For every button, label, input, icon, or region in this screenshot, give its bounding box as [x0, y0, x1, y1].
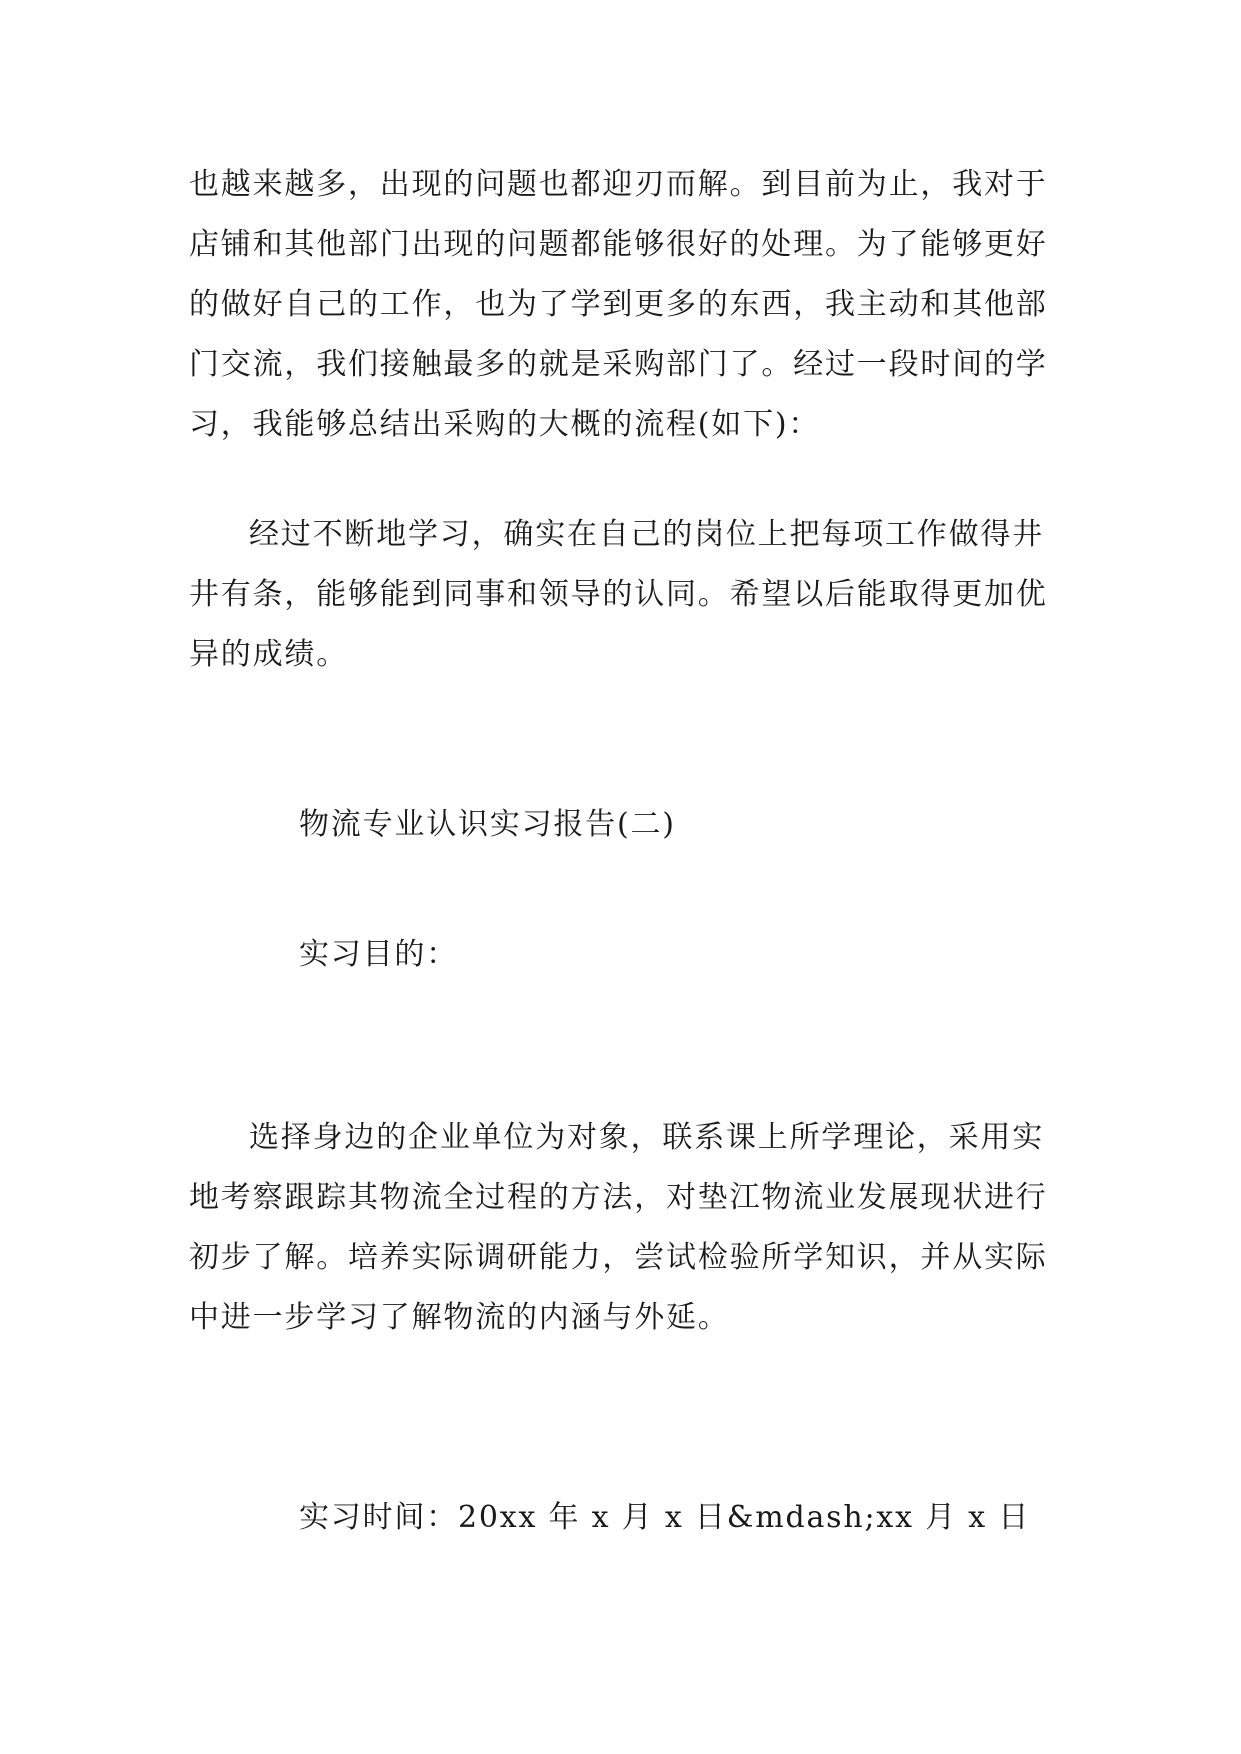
- internship-time-line: 实习时间：20xx 年 x 月 x 日&mdash;xx 月 x 日: [299, 1500, 1031, 1535]
- paragraph-internship-purpose: 选择身边的企业单位为对象，联系课上所学理论，采用实地考察跟踪其物流全过程的方法，对垫江物流业发展现状进行初步了解。培养实际调研能力，尝试检验所学知识，并从实际中进一步学习了解物流的内涵与外延。: [189, 1120, 1048, 1335]
- paragraph-learning-summary: 经过不断地学习，确实在自己的岗位上把每项工作做得井井有条，能够能到同事和领导的认同。希望以后能取得更加优异的成绩。: [189, 517, 1048, 672]
- section-heading-purpose: 实习目的：: [299, 937, 458, 972]
- paragraph-procurement-experience: 也越来越多，出现的问题也都迎刃而解。到目前为止，我对于店铺和其他部门出现的问题都能够很好的处理。为了能够更好的做好自己的工作，也为了学到更多的东西，我主动和其他部门交流，我们接触最多的就是采购部门了。经过一段时间的学习，我能够总结出采购的大概的流程(如下)：: [189, 167, 1048, 442]
- report-title: 物流专业认识实习报告(二): [299, 807, 676, 842]
